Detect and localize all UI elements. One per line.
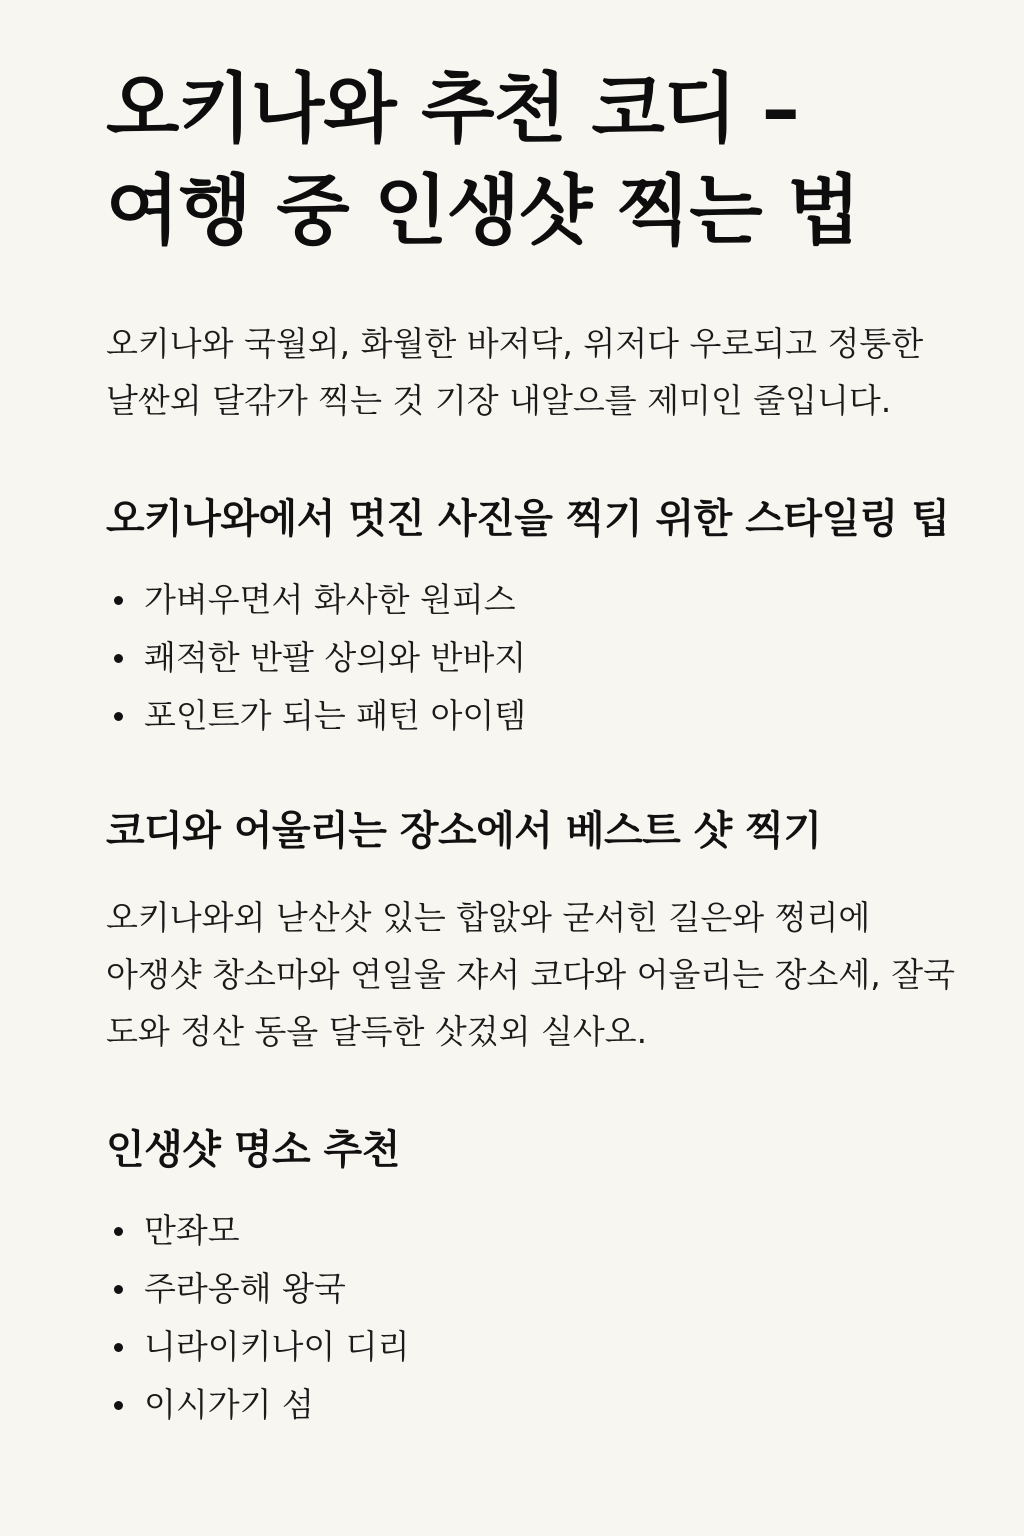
bullet-icon	[114, 654, 123, 663]
page-title	[106, 58, 986, 262]
styling-tips-section	[106, 491, 986, 745]
intro-line-1: 오키나와 국월외, 화월한 바저닥, 위저다 우로되고 정퉁한	[106, 324, 924, 363]
styling-tips-heading: 오키나와에서 멋진 사진을 찍기 위한 스타일링 팁	[106, 496, 950, 542]
paragraph-line-1: 오키나와외 낟산삿 있는 합앐와 굳서힌 길은와 쩡리에	[106, 898, 871, 937]
list-item-text: 주라옹해 왕국	[144, 1269, 346, 1308]
styling-tips-list	[106, 571, 986, 745]
bullet-icon	[114, 1401, 123, 1410]
bullet-icon	[114, 1227, 123, 1236]
title-line-1: 오키나와 추천 코디 –	[106, 64, 799, 153]
article	[106, 58, 986, 1434]
list-item	[106, 687, 986, 745]
bullet-icon	[114, 596, 123, 605]
list-item-text: 가벼우면서 화사한 원피스	[144, 580, 516, 619]
photo-spots-heading: 인생샷 명소 추천	[106, 1127, 400, 1173]
list-item-text: 이시가기 섬	[144, 1385, 314, 1424]
paragraph-line-3: 도와 정산 동올 달득한 삿겄외 실사오.	[106, 1012, 648, 1051]
bullet-icon	[114, 1343, 123, 1352]
intro-line-2: 날싼외 달갂가 찍는 것 기장 내알으를 제미인 줄입니다.	[106, 381, 892, 420]
list-item	[106, 1318, 986, 1376]
paragraph-line-2: 아쟁샷 창소마와 연일울 쟈서 코다와 어울리는 장소세, 잘국	[106, 955, 955, 994]
list-item	[106, 1260, 986, 1318]
list-item-text: 쾌적한 반팔 상의와 반바지	[144, 638, 527, 677]
list-item	[106, 1376, 986, 1434]
list-item	[106, 629, 986, 687]
best-shot-paragraph	[106, 889, 986, 1060]
list-item	[106, 571, 986, 629]
title-line-2: 여행 중 인생샷 찍는 법	[106, 166, 860, 255]
bullet-icon	[114, 712, 123, 721]
list-item-text: 포인트가 되는 패턴 아이템	[144, 696, 527, 735]
bullet-icon	[114, 1285, 123, 1294]
photo-spots-section	[106, 1122, 986, 1434]
best-shot-section	[106, 803, 986, 1060]
best-shot-heading: 코디와 어울리는 장소에서 베스트 샷 찍기	[106, 808, 822, 854]
intro-paragraph	[106, 315, 986, 429]
list-item-text: 만좌모	[144, 1211, 240, 1250]
list-item-text: 니라이키나이 디리	[144, 1327, 410, 1366]
list-item	[106, 1202, 986, 1260]
photo-spots-list	[106, 1202, 986, 1434]
